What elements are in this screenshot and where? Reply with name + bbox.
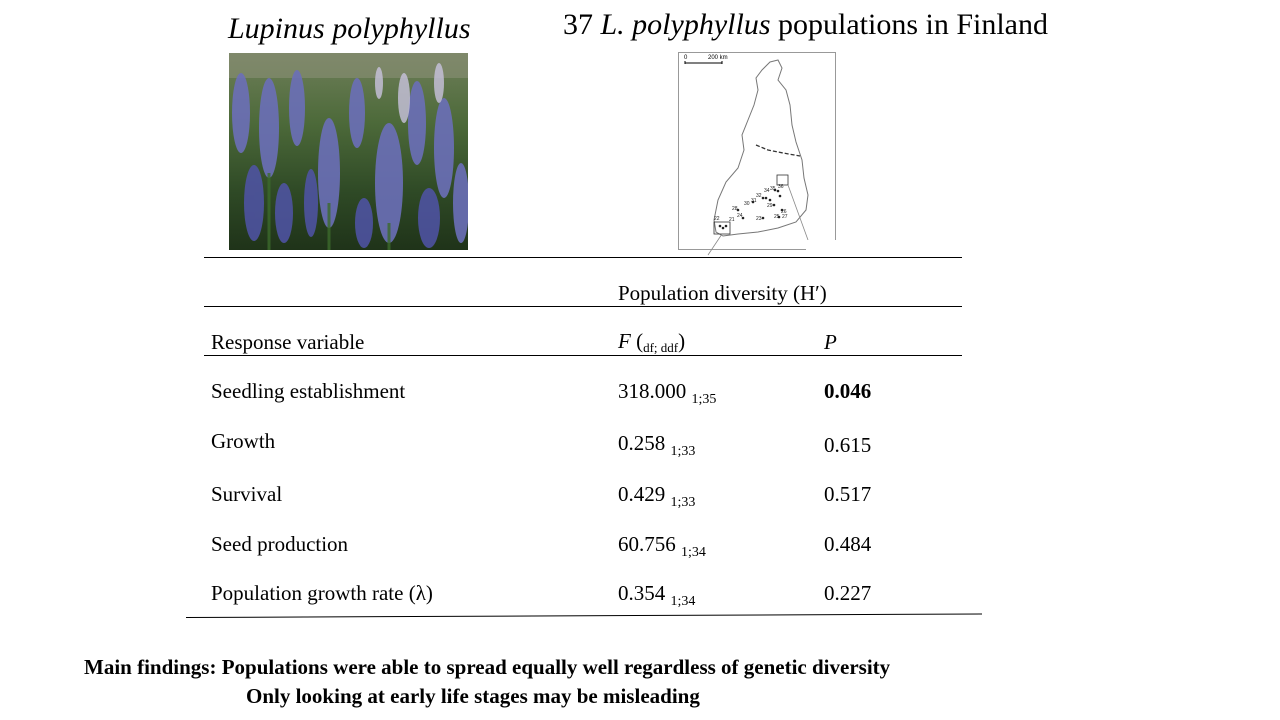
row-f	[618, 431, 695, 460]
f-value: 0.429	[618, 482, 666, 506]
pop-label: 36	[778, 184, 784, 190]
row-f	[618, 532, 706, 561]
pop-label: 25	[774, 214, 780, 220]
pop-label: 35	[770, 186, 776, 192]
pop-label: 27	[782, 214, 788, 220]
f-value: 60.756	[618, 532, 676, 556]
row-variable: Seed production	[211, 532, 349, 556]
col-header-f	[618, 329, 685, 356]
table-rule-top	[204, 257, 962, 258]
df-value: 1;34	[681, 545, 706, 560]
map-title-species: L. polyphyllus	[600, 8, 771, 41]
f-sub: df; ddf	[643, 340, 679, 355]
pop-label: 21	[729, 217, 735, 223]
row-p: 0.227	[824, 581, 872, 605]
table-rule-group	[204, 306, 962, 307]
findings-line-2: Only looking at early life stages may be misleading	[246, 684, 700, 708]
map-title	[563, 8, 1048, 42]
pop-label: 23	[756, 216, 762, 222]
col-header-p	[824, 330, 837, 355]
row-p-significant: 0.046	[824, 379, 872, 403]
finland-map	[678, 50, 838, 260]
p-label: P	[824, 330, 837, 354]
row-p: 0.517	[824, 482, 872, 506]
row-p: 0.615	[824, 433, 872, 457]
pop-label: 29	[767, 203, 773, 209]
pop-label: 30	[744, 201, 750, 207]
table-rule-header	[204, 355, 962, 356]
map-scale-label: 200 km	[708, 55, 728, 61]
row-variable: Population growth rate (λ)	[211, 581, 433, 605]
map-title-suffix: populations in Finland	[770, 8, 1048, 41]
f-open: (	[630, 329, 644, 353]
lupine-flowers-photo-icon	[229, 53, 468, 250]
f-value: 0.354	[618, 581, 666, 605]
table-rule-bottom	[186, 614, 982, 618]
row-variable: Growth	[211, 429, 276, 453]
map-title-prefix: 37	[563, 8, 601, 41]
lupine-photo	[229, 53, 468, 250]
row-variable: Survival	[211, 482, 283, 506]
pop-label: 28	[732, 206, 738, 212]
table-group-header: Population diversity (H′)	[618, 281, 827, 305]
pop-label: 22	[714, 216, 720, 222]
row-p: 0.484	[824, 532, 872, 556]
f-value: 0.258	[618, 431, 666, 455]
pop-label: 26	[781, 209, 787, 215]
df-value: 1;33	[670, 495, 696, 510]
row-f	[618, 581, 695, 610]
f-label: F	[618, 329, 631, 353]
row-f	[618, 482, 695, 511]
finland-map-icon	[678, 50, 838, 260]
df-value: 1;35	[691, 392, 717, 407]
pop-label: 34	[764, 188, 770, 194]
photo-title: Lupinus polyphyllus	[228, 12, 471, 45]
col-header-response: Response variable	[211, 330, 365, 354]
map-scale-start: 0	[684, 55, 688, 61]
pop-label: 24	[737, 213, 743, 219]
f-value: 318.000	[618, 379, 687, 403]
pop-label: 32	[756, 193, 762, 199]
findings-line-1: Main findings: Populations were able to spread equally well regardless of genetic diversity	[84, 655, 891, 679]
row-f	[618, 379, 716, 408]
pop-label: 31	[751, 198, 757, 204]
row-variable: Seedling establishment	[211, 379, 406, 403]
f-close: )	[678, 329, 686, 353]
df-value: 1;33	[670, 444, 696, 459]
df-value: 1;34	[670, 594, 696, 609]
